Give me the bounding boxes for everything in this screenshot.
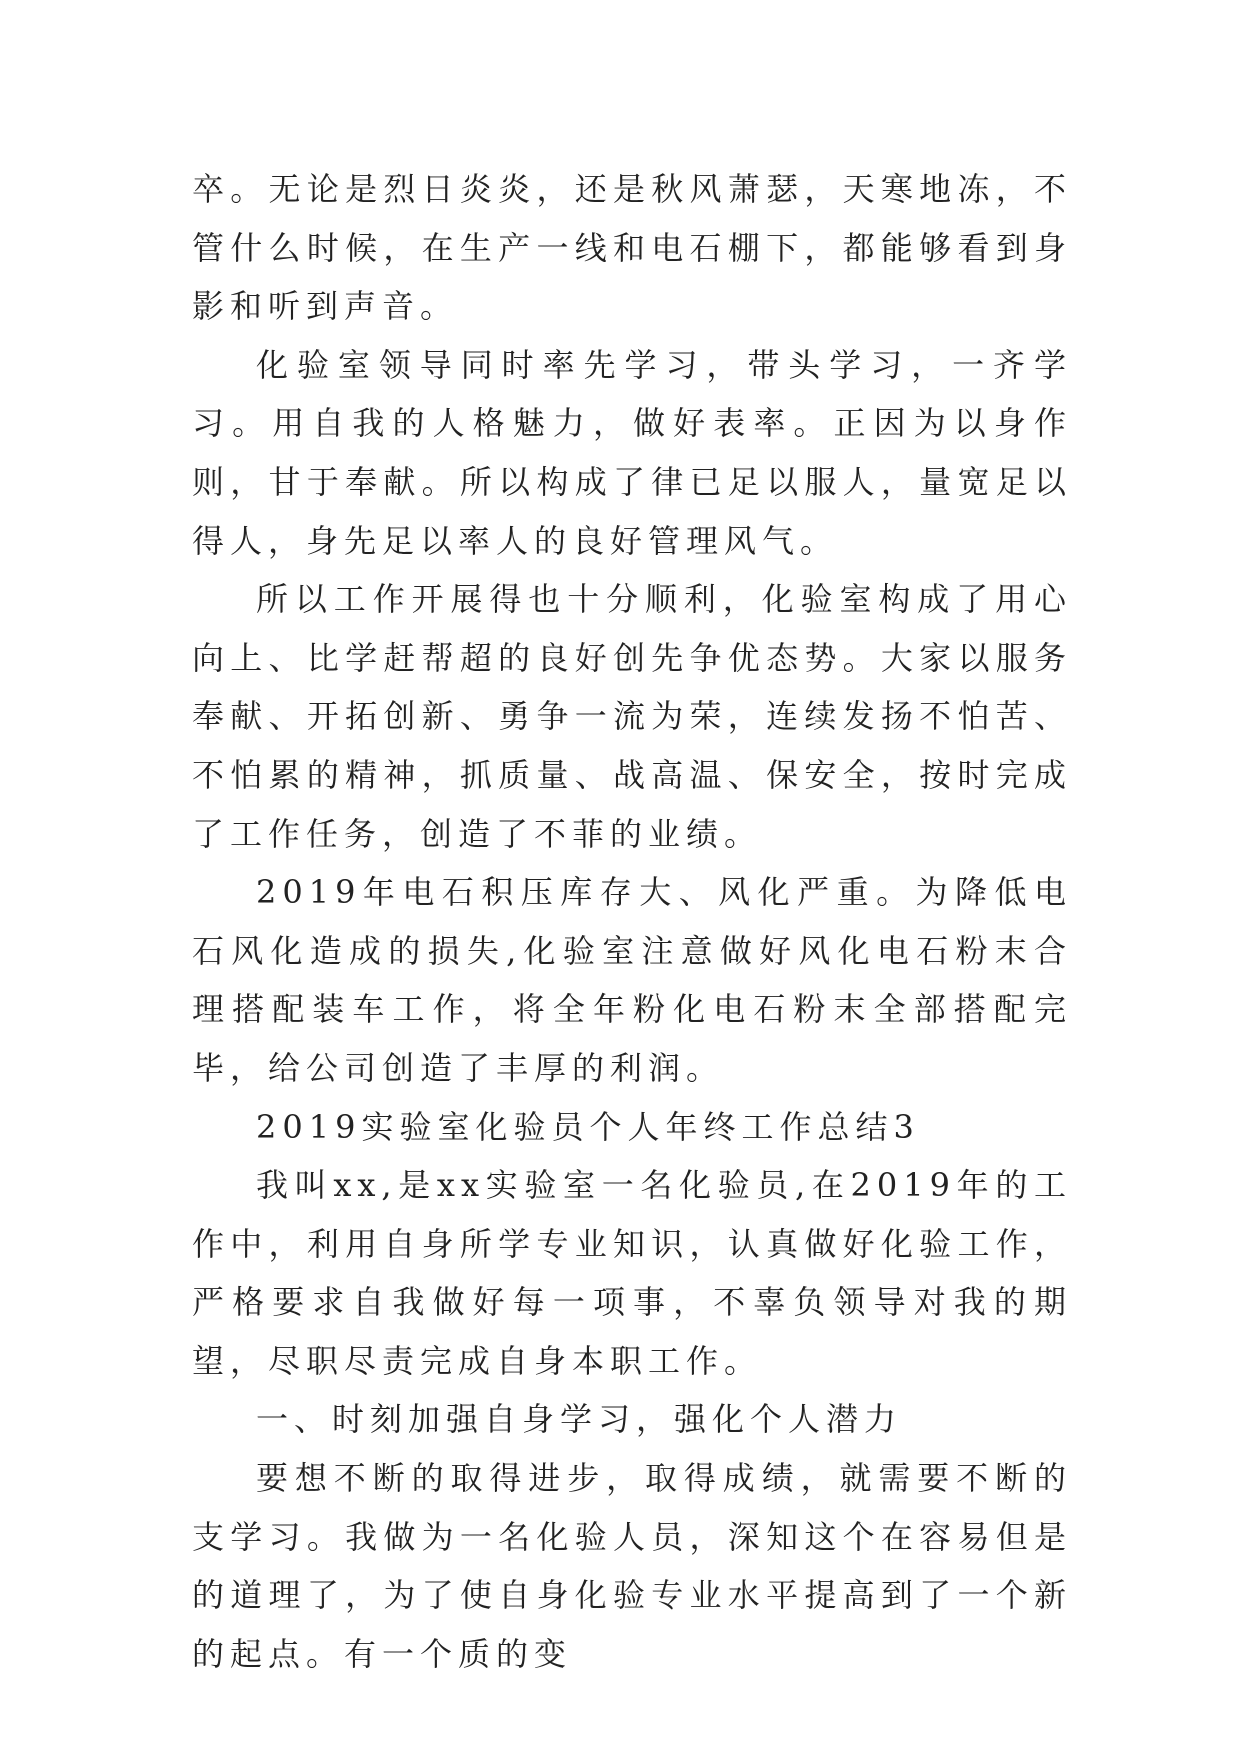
document-body — [192, 160, 1072, 1683]
section-heading-one: 一、时刻加强自身学习，强化个人潜力 — [256, 1400, 903, 1439]
paragraph-study: 要想不断的取得进步，取得成绩，就需要不断的支学习。我做为一名化验人员，深知这个在容易但是的道理了，为了使自身化验专业水平提高到了一个新的起点。有一个质的变 — [192, 1459, 1072, 1673]
section-title: 2019实验室化验员个人年终工作总结3 — [256, 1107, 920, 1146]
paragraph-leadership: 化验室领导同时率先学习，带头学习，一齐学习。用自我的人格魅力，做好表率。正因为以身作则，甘于奉献。所以构成了律已足以服人，量宽足以得人，身先足以率人的良好管理风气。 — [192, 345, 1072, 560]
paragraph-continuation: 卒。无论是烈日炎炎，还是秋风萧瑟，天寒地冻，不管什么时候，在生产一线和电石棚下，都能够看到身影和听到声音。 — [192, 170, 1072, 326]
paragraph-calcium-carbide: 2019年电石积压库存大、风化严重。为降低电石风化造成的损失,化验室注意做好风化电石粉末合理搭配装车工作，将全年粉化电石粉末全部搭配完毕，给公司创造了丰厚的利润。 — [192, 873, 1072, 1087]
paragraph-introduction: 我叫xx,是xx实验室一名化验员,在2019年的工作中，利用自身所学专业知识，认真做好化验工作，严格要求自我做好每一项事，不辜负领导对我的期望，尽职尽责完成自身本职工作。 — [192, 1166, 1072, 1380]
paragraph-work-progress: 所以工作开展得也十分顺利，化验室构成了用心向上、比学赶帮超的良好创先争优态势。大家以服务奉献、开拓创新、勇争一流为荣，连续发扬不怕苦、不怕累的精神，抓质量、战高温、保安全，按时完成了工作任务，创造了不菲的业绩。 — [192, 580, 1072, 853]
